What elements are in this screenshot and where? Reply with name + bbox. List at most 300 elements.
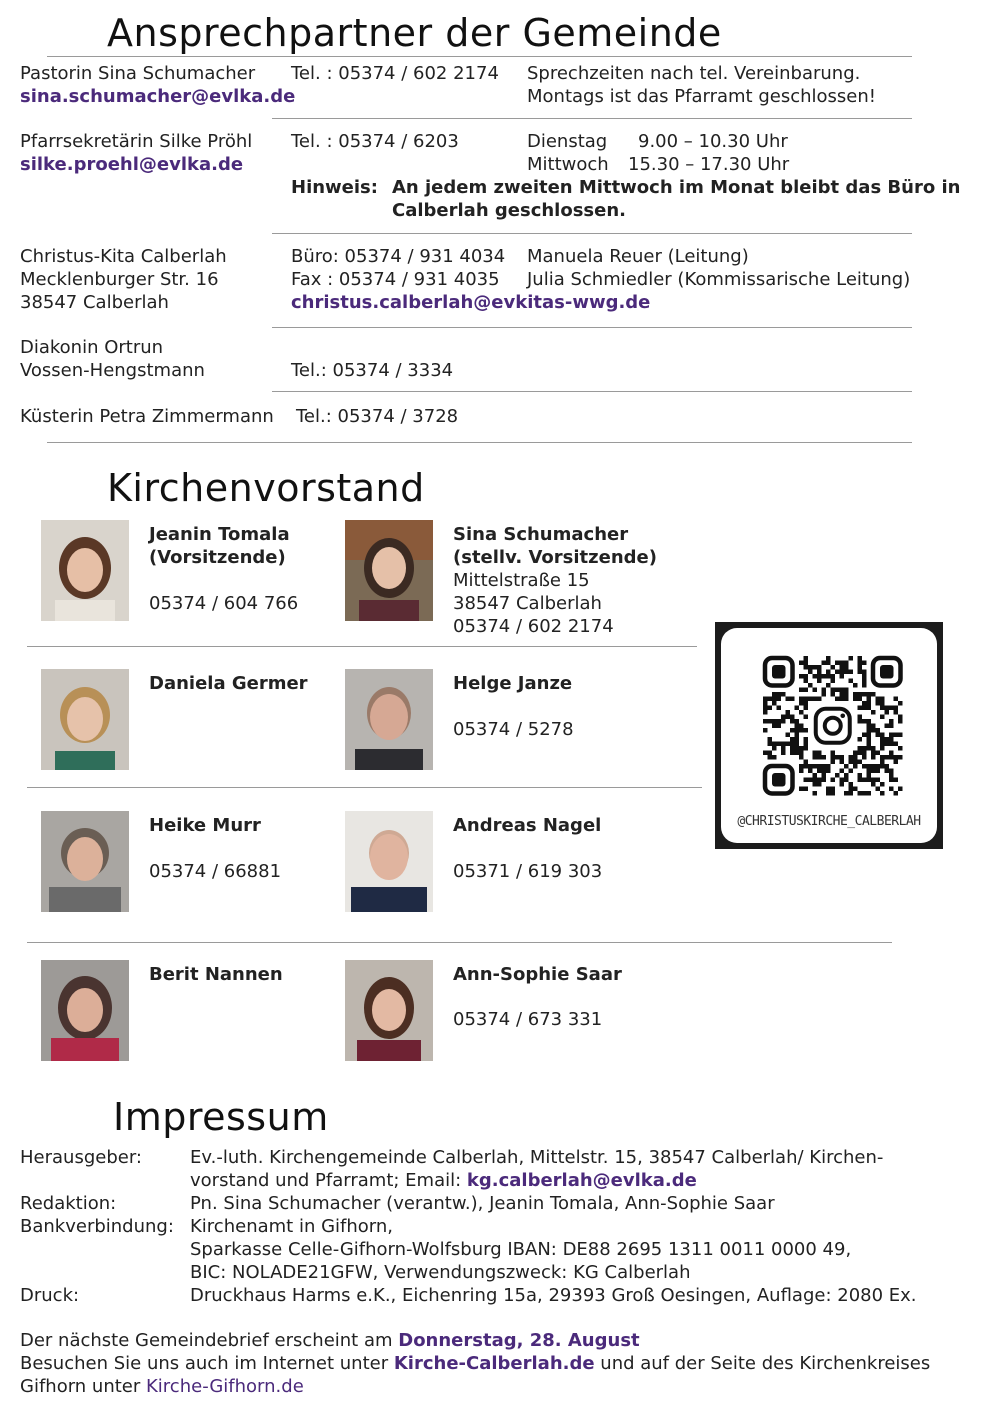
qr-module bbox=[880, 697, 885, 702]
hinweis-text-1: An jedem zweiten Mittwoch im Monat bleibt das Büro in bbox=[392, 177, 961, 198]
qr-module bbox=[763, 710, 768, 715]
qr-module bbox=[835, 697, 840, 702]
qr-module bbox=[858, 737, 863, 742]
qr-module bbox=[804, 742, 809, 747]
qr-module bbox=[826, 769, 831, 774]
qr-module bbox=[831, 688, 836, 693]
qr-module bbox=[817, 674, 822, 679]
qr-module bbox=[840, 760, 845, 765]
divider bbox=[272, 327, 912, 328]
qr-module bbox=[822, 674, 827, 679]
member-name: Helge Janze bbox=[453, 673, 573, 694]
qr-module bbox=[894, 742, 899, 747]
office-day-tuesday: Dienstag bbox=[527, 131, 608, 152]
qr-module bbox=[889, 737, 894, 742]
qr-module bbox=[898, 701, 903, 706]
qr-module bbox=[777, 719, 782, 724]
website-line bbox=[20, 1352, 930, 1375]
qr-module bbox=[768, 719, 773, 724]
qr-module bbox=[786, 710, 791, 715]
qr-module bbox=[763, 751, 768, 756]
qr-module bbox=[813, 697, 818, 702]
qr-module bbox=[826, 683, 831, 688]
qr-finder-inner bbox=[772, 665, 786, 679]
office-time-wednesday: 15.30 – 17.30 Uhr bbox=[628, 154, 790, 175]
member-name: Jeanin Tomala bbox=[149, 524, 290, 545]
qr-module bbox=[849, 782, 854, 787]
divider bbox=[272, 233, 912, 234]
qr-module bbox=[858, 791, 863, 796]
qr-module bbox=[858, 670, 863, 675]
bank-text-2: Sparkasse Celle-Gifhorn-Wolfsburg IBAN: DE88 2695 1311 0011 0000 49, bbox=[190, 1239, 852, 1260]
kita-city: 38547 Calberlah bbox=[20, 292, 169, 313]
contacts-title: Ansprechpartner der Gemeinde bbox=[107, 11, 722, 55]
qr-module bbox=[867, 706, 872, 711]
qr-module bbox=[795, 746, 800, 751]
qr-module bbox=[813, 688, 818, 693]
qr-module bbox=[840, 782, 845, 787]
qr-module bbox=[781, 746, 786, 751]
qr-module bbox=[862, 692, 867, 697]
qr-module bbox=[799, 728, 804, 733]
member-photo bbox=[345, 811, 433, 912]
qr-module bbox=[889, 755, 894, 760]
qr-module bbox=[867, 778, 872, 783]
instagram-qr-code[interactable] bbox=[715, 622, 943, 849]
qr-module bbox=[862, 791, 867, 796]
qr-module bbox=[817, 751, 822, 756]
member-phone: 05374 / 66881 bbox=[149, 861, 282, 882]
member-photo bbox=[41, 669, 129, 770]
qr-module bbox=[876, 751, 881, 756]
herausgeber-text-2 bbox=[190, 1169, 697, 1192]
qr-module bbox=[898, 715, 903, 720]
qr-module bbox=[804, 701, 809, 706]
qr-module bbox=[880, 746, 885, 751]
qr-module bbox=[808, 778, 813, 783]
qr-module bbox=[813, 778, 818, 783]
qr-module bbox=[867, 692, 872, 697]
kita-street: Mecklenburger Str. 16 bbox=[20, 269, 219, 290]
qr-module bbox=[763, 697, 768, 702]
member-city: 38547 Calberlah bbox=[453, 593, 602, 614]
qr-module bbox=[799, 764, 804, 769]
member-photo bbox=[41, 960, 129, 1061]
qr-module bbox=[822, 773, 827, 778]
qr-module bbox=[804, 661, 809, 666]
qr-module bbox=[790, 697, 795, 702]
qr-module bbox=[772, 724, 777, 729]
qr-module bbox=[858, 778, 863, 783]
qr-module bbox=[858, 760, 863, 765]
member-photo bbox=[345, 960, 433, 1061]
qr-module bbox=[817, 670, 822, 675]
qr-module bbox=[831, 791, 836, 796]
qr-module bbox=[880, 737, 885, 742]
qr-module bbox=[822, 778, 827, 783]
divider bbox=[272, 391, 912, 392]
qr-module bbox=[808, 683, 813, 688]
qr-module bbox=[790, 715, 795, 720]
pastorin-info-1: Sprechzeiten nach tel. Vereinbarung. bbox=[527, 63, 861, 84]
qr-module bbox=[862, 679, 867, 684]
member-name: Berit Nannen bbox=[149, 964, 283, 985]
qr-module bbox=[894, 697, 899, 702]
qr-module bbox=[808, 670, 813, 675]
qr-module bbox=[790, 728, 795, 733]
qr-module bbox=[849, 679, 854, 684]
qr-module bbox=[862, 733, 867, 738]
member-phone: 05374 / 602 2174 bbox=[453, 616, 614, 637]
pastorin-tel: Tel. : 05374 / 602 2174 bbox=[291, 63, 499, 84]
qr-module bbox=[826, 787, 831, 792]
qr-module bbox=[795, 737, 800, 742]
redaktion-text: Pn. Sina Schumacher (verantw.), Jeanin Tomala, Ann-Sophie Saar bbox=[190, 1193, 775, 1214]
qr-module bbox=[804, 688, 809, 693]
qr-module bbox=[808, 665, 813, 670]
qr-module bbox=[777, 742, 782, 747]
sekretaerin-name: Pfarrsekretärin Silke Pröhl bbox=[20, 131, 253, 152]
redaktion-label: Redaktion: bbox=[20, 1193, 117, 1214]
qr-module bbox=[871, 746, 876, 751]
qr-module bbox=[781, 715, 786, 720]
qr-module bbox=[831, 665, 836, 670]
qr-module bbox=[826, 661, 831, 666]
qr-module bbox=[768, 742, 773, 747]
qr-module bbox=[817, 755, 822, 760]
qr-module bbox=[840, 670, 845, 675]
qr-module bbox=[880, 791, 885, 796]
qr-module bbox=[844, 665, 849, 670]
qr-module bbox=[804, 787, 809, 792]
qr-module bbox=[853, 697, 858, 702]
kita-leitung-kommissarisch: Julia Schmiedler (Kommissarische Leitung) bbox=[527, 269, 911, 290]
qr-module bbox=[889, 742, 894, 747]
qr-module bbox=[853, 787, 858, 792]
qr-module bbox=[772, 746, 777, 751]
qr-module bbox=[880, 760, 885, 765]
qr-module bbox=[862, 778, 867, 783]
qr-module bbox=[781, 692, 786, 697]
qr-module bbox=[777, 697, 782, 702]
qr-module bbox=[813, 674, 818, 679]
hinweis-text-2: Calberlah geschlossen. bbox=[392, 200, 627, 221]
qr-module bbox=[831, 755, 836, 760]
qr-module bbox=[867, 719, 872, 724]
member-photo bbox=[345, 520, 433, 621]
qr-module bbox=[772, 692, 777, 697]
qr-pattern bbox=[721, 628, 937, 808]
qr-module bbox=[813, 773, 818, 778]
qr-module bbox=[867, 697, 872, 702]
bank-text-3: BIC: NOLADE21GFW, Verwendungszweck: KG Calberlah bbox=[190, 1262, 691, 1283]
member-photo bbox=[345, 669, 433, 770]
qr-module bbox=[849, 791, 854, 796]
qr-module bbox=[813, 791, 818, 796]
qr-module bbox=[844, 670, 849, 675]
qr-module bbox=[889, 778, 894, 783]
member-name: Heike Murr bbox=[149, 815, 261, 836]
qr-module bbox=[799, 746, 804, 751]
qr-module bbox=[853, 755, 858, 760]
qr-module bbox=[876, 697, 881, 702]
qr-module bbox=[853, 692, 858, 697]
qr-module bbox=[862, 719, 867, 724]
qr-module bbox=[858, 715, 863, 720]
qr-module bbox=[817, 778, 822, 783]
qr-module bbox=[772, 755, 777, 760]
qr-module bbox=[795, 724, 800, 729]
kita-email-link[interactable]: christus.calberlah@evkitas-wwg.de bbox=[291, 292, 651, 313]
member-name: Ann-Sophie Saar bbox=[453, 964, 622, 985]
qr-module bbox=[813, 764, 818, 769]
next-issue-date: Donnerstag, 28. August bbox=[398, 1330, 640, 1351]
qr-module bbox=[799, 751, 804, 756]
qr-module bbox=[822, 688, 827, 693]
qr-module bbox=[880, 764, 885, 769]
qr-module bbox=[849, 760, 854, 765]
qr-module bbox=[840, 661, 845, 666]
qr-module bbox=[885, 755, 890, 760]
qr-module bbox=[880, 733, 885, 738]
next-issue-line bbox=[20, 1329, 640, 1352]
next-issue-text: Der nächste Gemeindebrief erscheint am bbox=[20, 1330, 399, 1351]
qr-module bbox=[831, 674, 836, 679]
qr-module bbox=[826, 764, 831, 769]
qr-module bbox=[804, 679, 809, 684]
qr-module bbox=[853, 764, 858, 769]
herausgeber-text-1: Ev.-luth. Kirchengemeinde Calberlah, Mittelstr. 15, 38547 Calberlah/ Kirchen- bbox=[190, 1147, 884, 1168]
herausgeber-email-link[interactable]: kg.calberlah@evlka.de bbox=[466, 1170, 697, 1191]
qr-module bbox=[781, 719, 786, 724]
qr-module bbox=[867, 791, 872, 796]
qr-module bbox=[867, 769, 872, 774]
kita-fax: Fax : 05374 / 931 4035 bbox=[291, 269, 500, 290]
qr-module bbox=[799, 697, 804, 702]
qr-module bbox=[822, 661, 827, 666]
kita-name: Christus-Kita Calberlah bbox=[20, 246, 227, 267]
website-link-gifhorn[interactable]: Kirche-Gifhorn.de bbox=[146, 1376, 304, 1397]
qr-module bbox=[799, 769, 804, 774]
qr-module bbox=[781, 742, 786, 747]
member-phone: 05374 / 673 331 bbox=[453, 1009, 603, 1030]
diakonin-tel: Tel.: 05374 / 3334 bbox=[291, 360, 454, 381]
qr-module bbox=[889, 733, 894, 738]
kita-office-tel: Büro: 05374 / 931 4034 bbox=[291, 246, 506, 267]
qr-module bbox=[835, 688, 840, 693]
qr-module bbox=[898, 746, 903, 751]
qr-module bbox=[772, 701, 777, 706]
qr-module bbox=[844, 697, 849, 702]
qr-module bbox=[799, 674, 804, 679]
kuesterin-name: Küsterin Petra Zimmermann bbox=[20, 406, 274, 427]
herausgeber-text-2-prefix: vorstand und Pfarramt; Email: bbox=[190, 1170, 467, 1191]
qr-module bbox=[817, 782, 822, 787]
qr-module bbox=[876, 733, 881, 738]
qr-module bbox=[894, 755, 899, 760]
druck-label: Druck: bbox=[20, 1285, 80, 1306]
qr-module bbox=[772, 742, 777, 747]
qr-module bbox=[849, 755, 854, 760]
member-role: (stellv. Vorsitzende) bbox=[453, 547, 657, 568]
qr-module bbox=[889, 719, 894, 724]
qr-module bbox=[831, 778, 836, 783]
qr-module bbox=[817, 697, 822, 702]
qr-module bbox=[813, 755, 818, 760]
qr-module bbox=[858, 751, 863, 756]
qr-module bbox=[871, 755, 876, 760]
office-day-wednesday: Mittwoch bbox=[527, 154, 609, 175]
qr-module bbox=[871, 778, 876, 783]
qr-module bbox=[831, 679, 836, 684]
qr-module bbox=[795, 733, 800, 738]
qr-module bbox=[777, 692, 782, 697]
qr-module bbox=[862, 746, 867, 751]
qr-module bbox=[786, 715, 791, 720]
divider bbox=[27, 646, 697, 647]
impressum-title: Impressum bbox=[113, 1095, 329, 1139]
qr-module bbox=[871, 782, 876, 787]
qr-module bbox=[871, 692, 876, 697]
qr-module bbox=[867, 764, 872, 769]
qr-module bbox=[871, 710, 876, 715]
qr-module bbox=[858, 706, 863, 711]
member-phone: 05374 / 5278 bbox=[453, 719, 574, 740]
sekretaerin-tel: Tel. : 05374 / 6203 bbox=[291, 131, 459, 152]
qr-module bbox=[858, 665, 863, 670]
qr-module bbox=[808, 769, 813, 774]
qr-module bbox=[795, 742, 800, 747]
qr-module bbox=[898, 787, 903, 792]
qr-module bbox=[804, 764, 809, 769]
qr-module bbox=[804, 778, 809, 783]
qr-module bbox=[894, 710, 899, 715]
qr-module bbox=[835, 755, 840, 760]
qr-module bbox=[876, 764, 881, 769]
pastorin-name: Pastorin Sina Schumacher bbox=[20, 63, 256, 84]
member-name: Sina Schumacher bbox=[453, 524, 629, 545]
diakonin-name-1: Diakonin Ortrun bbox=[20, 337, 164, 358]
qr-module bbox=[885, 706, 890, 711]
qr-module bbox=[858, 719, 863, 724]
qr-module bbox=[867, 746, 872, 751]
qr-finder-inner bbox=[880, 665, 894, 679]
qr-module bbox=[768, 755, 773, 760]
qr-module bbox=[768, 737, 773, 742]
qr-module bbox=[867, 701, 872, 706]
kirchenvorstand-title: Kirchenvorstand bbox=[107, 466, 425, 510]
qr-module bbox=[790, 742, 795, 747]
qr-module bbox=[768, 697, 773, 702]
herausgeber-label: Herausgeber: bbox=[20, 1147, 142, 1168]
website-text-2: und auf der Seite des Kirchenkreises bbox=[594, 1353, 931, 1374]
qr-module bbox=[813, 782, 818, 787]
qr-module bbox=[804, 697, 809, 702]
qr-module bbox=[799, 710, 804, 715]
qr-module bbox=[844, 764, 849, 769]
qr-module bbox=[871, 728, 876, 733]
qr-module bbox=[804, 737, 809, 742]
qr-module bbox=[790, 719, 795, 724]
sekretaerin-email-link[interactable]: silke.proehl@evlka.de bbox=[20, 154, 244, 175]
member-photo bbox=[41, 520, 129, 621]
qr-module bbox=[876, 778, 881, 783]
qr-module bbox=[844, 773, 849, 778]
diakonin-name-2: Vossen-Hengstmann bbox=[20, 360, 205, 381]
bank-label: Bankverbindung: bbox=[20, 1216, 174, 1237]
qr-module bbox=[867, 737, 872, 742]
qr-module bbox=[781, 751, 786, 756]
member-street: Mittelstraße 15 bbox=[453, 570, 590, 591]
website-link-calberlah[interactable]: Kirche-Calberlah.de bbox=[393, 1353, 595, 1374]
qr-module bbox=[772, 719, 777, 724]
qr-module bbox=[858, 773, 863, 778]
qr-module bbox=[804, 665, 809, 670]
qr-module bbox=[795, 706, 800, 711]
qr-module bbox=[880, 755, 885, 760]
qr-module bbox=[813, 751, 818, 756]
qr-module bbox=[822, 755, 827, 760]
member-phone: 05371 / 619 303 bbox=[453, 861, 603, 882]
qr-module bbox=[786, 733, 791, 738]
qr-module bbox=[804, 715, 809, 720]
qr-module bbox=[889, 787, 894, 792]
pastorin-email-link[interactable]: sina.schumacher@evlka.de bbox=[20, 86, 296, 107]
qr-module bbox=[790, 746, 795, 751]
qr-module bbox=[840, 778, 845, 783]
website-line-2 bbox=[20, 1375, 304, 1398]
qr-module bbox=[880, 715, 885, 720]
qr-finder-inner bbox=[772, 773, 786, 787]
qr-module bbox=[826, 670, 831, 675]
qr-module bbox=[835, 661, 840, 666]
qr-module bbox=[840, 674, 845, 679]
qr-module bbox=[871, 769, 876, 774]
qr-module bbox=[862, 670, 867, 675]
qr-module bbox=[835, 773, 840, 778]
divider bbox=[272, 118, 912, 119]
qr-module bbox=[889, 724, 894, 729]
qr-module bbox=[889, 769, 894, 774]
qr-module bbox=[867, 728, 872, 733]
qr-module bbox=[826, 656, 831, 661]
qr-module bbox=[844, 778, 849, 783]
qr-module bbox=[804, 706, 809, 711]
qr-module bbox=[799, 724, 804, 729]
qr-module bbox=[763, 706, 768, 711]
qr-module bbox=[862, 661, 867, 666]
qr-module bbox=[849, 769, 854, 774]
instagram-icon bbox=[816, 709, 850, 743]
qr-module bbox=[831, 760, 836, 765]
qr-module bbox=[885, 742, 890, 747]
qr-module bbox=[894, 706, 899, 711]
qr-module bbox=[849, 656, 854, 661]
qr-module bbox=[840, 697, 845, 702]
qr-module bbox=[862, 751, 867, 756]
qr-module bbox=[898, 733, 903, 738]
qr-module bbox=[822, 769, 827, 774]
qr-module bbox=[808, 764, 813, 769]
qr-module bbox=[880, 742, 885, 747]
qr-module bbox=[840, 665, 845, 670]
qr-module bbox=[849, 670, 854, 675]
bank-text-1: Kirchenamt in Gifhorn, bbox=[190, 1216, 393, 1237]
qr-module bbox=[840, 769, 845, 774]
office-time-tuesday: 9.00 – 10.30 Uhr bbox=[638, 131, 788, 152]
qr-module bbox=[862, 764, 867, 769]
website-text-1: Besuchen Sie uns auch im Internet unter bbox=[20, 1353, 394, 1374]
